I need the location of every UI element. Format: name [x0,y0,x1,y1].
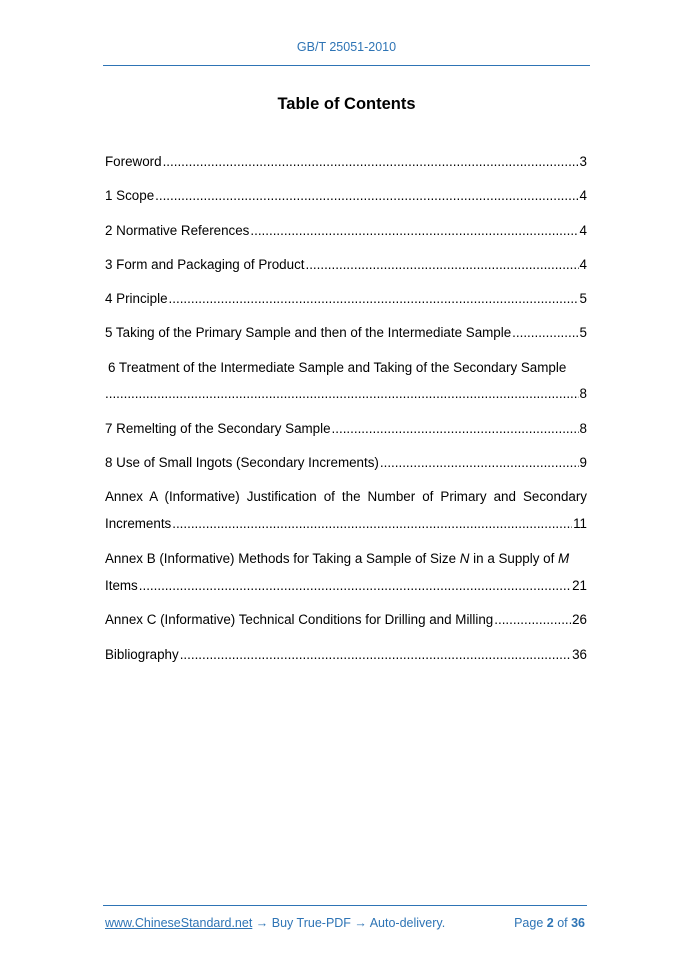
toc-entry-treatment[interactable] [105,385,587,403]
toc-leader-dots [105,385,579,403]
toc-entry-label: 1 Scope [105,188,155,203]
page-of: of [553,916,572,930]
toc-entry-page: 5 [579,291,587,306]
toc-entry-annex-b-line1[interactable] [105,550,587,568]
toc-entry-treatment-line1[interactable]: 6 Treatment of the Intermediate Sample and Taking of the Secondary Sample [108,360,567,375]
toc-leader-dots [512,324,578,342]
toc-entry-label: Increments [105,516,172,531]
toc-entry-page: 5 [579,325,587,340]
toc-leader-dots [250,222,578,240]
site-link[interactable]: www.ChineseStandard.net [105,916,253,930]
annex-b-text-a: Annex B (Informative) Methods for Taking a Sample of Size [105,551,460,566]
toc-leader-dots [155,187,578,205]
toc-leader-dots [139,577,571,595]
toc-entry-page: 36 [572,647,587,662]
toc-entry-page: 8 [579,386,587,401]
toc-entry-page: 3 [579,154,587,169]
toc-entry-annex-b[interactable] [105,577,587,595]
header-divider [103,65,590,66]
page-current: 2 [546,916,554,930]
annex-b-var-m: M [558,551,570,566]
toc-entry-label: 4 Principle [105,291,168,306]
toc-entry-foreword[interactable] [105,153,587,171]
toc-entry-label: 8 Use of Small Ingots (Secondary Increments) [105,455,379,470]
toc-entry-primary-sample[interactable] [105,324,587,342]
toc-entry-page: 4 [579,188,587,203]
toc-entry-annex-a-line1[interactable]: Annex A (Informative) Justification of the Number of Primary and Secondary [105,489,587,504]
toc-leader-dots [163,153,579,171]
toc-leader-dots [494,611,571,629]
page-prefix: Page [514,916,547,930]
toc-entry-small-ingots[interactable] [105,454,587,472]
toc-entry-normative-references[interactable] [105,222,587,240]
annex-b-var-n: N [459,551,470,566]
toc-leader-dots [180,646,571,664]
page-total: 36 [571,916,585,930]
footer-divider [103,905,587,906]
toc-entry-label: 3 Form and Packaging of Product [105,257,305,272]
toc-entry-page: 21 [572,578,587,593]
toc-leader-dots [380,454,579,472]
toc-entry-principle[interactable] [105,290,587,308]
toc-entry-page: 11 [573,516,587,531]
toc-entry-bibliography[interactable] [105,646,587,664]
toc-leader-dots [305,256,578,274]
footer-promo [105,916,445,930]
toc-entry-annex-c[interactable] [105,611,587,629]
toc-entry-remelting[interactable] [105,420,587,438]
toc-entry-label: 2 Normative References [105,223,250,238]
toc-entry-label: Items [105,578,138,593]
toc-leader-dots [172,515,572,533]
toc-title: Table of Contents [277,95,416,113]
toc-entry-form-and-packaging[interactable] [105,256,587,274]
annex-b-text-b: in a Supply of [469,551,559,566]
toc-entry-label: Bibliography [105,647,179,662]
toc-entry-page: 4 [579,223,587,238]
toc-entry-label: Annex C (Informative) Technical Conditions for Drilling and Milling [105,612,494,627]
toc-leader-dots [169,290,579,308]
toc-entry-page: 9 [579,455,587,470]
toc-entry-label: 5 Taking of the Primary Sample and then of the Intermediate Sample [105,325,512,340]
toc-entry-page: 8 [579,421,587,436]
toc-entry-label: 7 Remelting of the Secondary Sample [105,421,331,436]
toc-entry-page: 4 [579,257,587,272]
toc-entry-annex-a[interactable] [105,515,587,533]
document-code-header: GB/T 25051-2010 [296,40,397,54]
toc-entry-scope[interactable] [105,187,587,205]
page-indicator [514,916,585,930]
promo-text: → Buy True-PDF → Auto-delivery. [252,916,446,930]
toc-entry-label: Foreword [105,154,162,169]
toc-leader-dots [332,420,579,438]
toc-entry-page: 26 [572,612,587,627]
